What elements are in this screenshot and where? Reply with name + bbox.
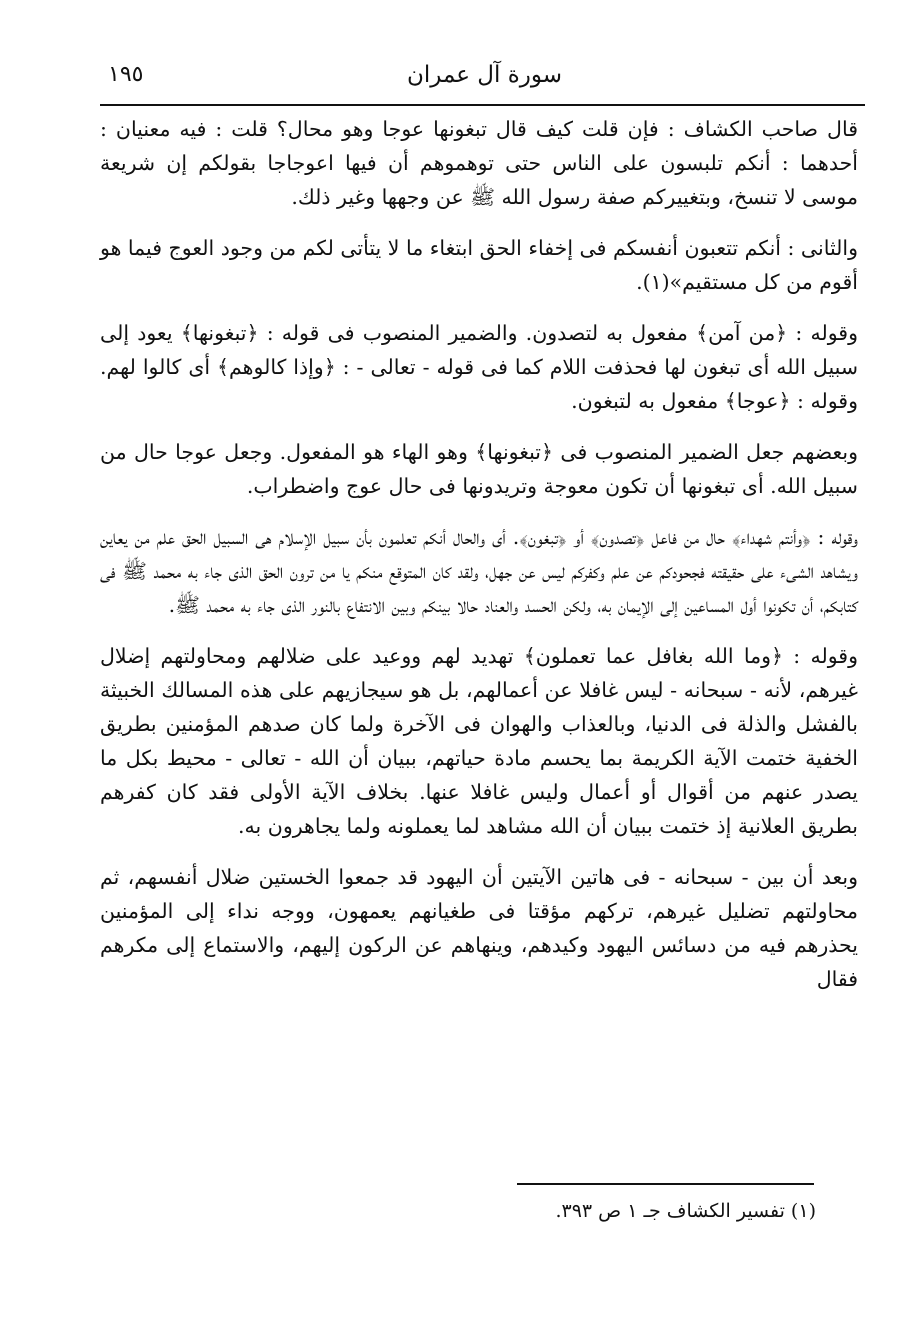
footnote-rule (517, 1183, 814, 1185)
paragraph-second-meaning: والثانى : أنكم تتعبون أنفسكم فى إخفاء الحق ابتغاء ما لا يتأتى لكم من وجود العوج فيما هو أقوم من كل مستقيم»(١). (100, 236, 858, 294)
page-number: ١٩٥ (108, 62, 144, 87)
paragraph-conclusion: وبعد أن بين - سبحانه - فى هاتين الآيتين أن اليهود قد جمعوا الخستين ضلال أنفسهم، ثم محاولتهم تضليل غيرهم، تركهم مؤقتا فى طغيانهم يعمهون، ووجه نداء إلى المؤمنين يحذرهم فيه من دسائس اليهود وكيدهم، وينهاهم عن الركون إليهم، والاستماع إلى مكرهم فقال (100, 865, 858, 991)
footnote: (١) تفسير الكشاف جـ ١ ص ٣٩٣. (555, 1200, 816, 1222)
paragraph-grammar-man-aamana: وقوله : ﴿من آمن﴾ مفعول به لتصدون. والضمير المنصوب فى قوله : ﴿تبغونها﴾ يعود إلى سبيل الله أى تبغون لها فحذفت اللام كما فى قوله - تعالى - : ﴿وإذا كالوهم﴾ أى كالوا لهم. وقوله : ﴿عوجا﴾ مفعول به لتبغون. (100, 321, 858, 413)
page-header (100, 58, 869, 102)
running-head-title: سورة آل عمران (406, 62, 563, 88)
header-rule (100, 104, 865, 106)
paragraph-wa-ma-allah-bighafil: وقوله : ﴿وما الله بغافل عما تعملون﴾ تهديد لهم ووعيد على ضلالهم ومحاولتهم إضلال غيرهم، لأنه - سبحانه - ليس غافلا عن أعمالهم، بل هو سيجازيهم على هذه المسالك الخبيثة بالفشل والذلة فى الدنيا، وبالعذاب والهوان فى الآخرة ولما كان صدهم المؤمنين بطريق الخفية ختمت الآية الكريمة بما يحسم مادة حياتهم، ببيان أن الله - تعالى - محيط بكل ما يصدر عنهم من أقوال أو أعمال وليس غافلا عنها. بخلاف الآية الأولى فقد كان كفرهم بطريق العلانية إذ ختمت ببيان أن الله مشاهد لما يعملونه ولما يجاهرون به. (100, 644, 858, 838)
paragraph-grammar-alternative: وبعضهم جعل الضمير المنصوب فى ﴿تبغونها﴾ وهو الهاء هو المفعول. وجعل عوجا حال من سبيل الله. أى تبغونها أن تكون معوجة وتريدونها فى حال عوج واضطراب. (100, 440, 858, 498)
paragraph-kashaf-quote: قال صاحب الكشاف : فإن قلت كيف قال تبغونها عوجا وهو محال؟ قلت : فيه معنيان : أحدهما : أنكم تلبسون على الناس حتى توهموهم أن فيها اعوجاجا بقولكم إن شريعة موسى لا تنسخ، وبتغييركم صفة رسول الله ﷺ عن وجهها وغير ذلك. (100, 117, 858, 209)
paragraph-wa-antum-shuhada: وقوله : ﴿وأنتم شهداء﴾ حال من فاعل ﴿تصدون﴾ أو ﴿تبغون﴾. أى والحال أنكم تعلمون بأن سبيل الإسلام هى السبيل الحق علم من يعاين ويشاهد الشىء على حقيقته فجحودكم عن علم وكفركم ليس عن جهل، ولقد كان المتوقع منكم يا من ترون الحق الذى جاء به محمد ﷺ فى كتابكم، أن تكونوا أول المساعين إلى الإيمان به، ولكن الحسد والعناد حالا بينكم وبين الانتفاع بالنور الذى جاء به محمد ﷺ. (100, 525, 858, 617)
body-text (100, 112, 858, 996)
